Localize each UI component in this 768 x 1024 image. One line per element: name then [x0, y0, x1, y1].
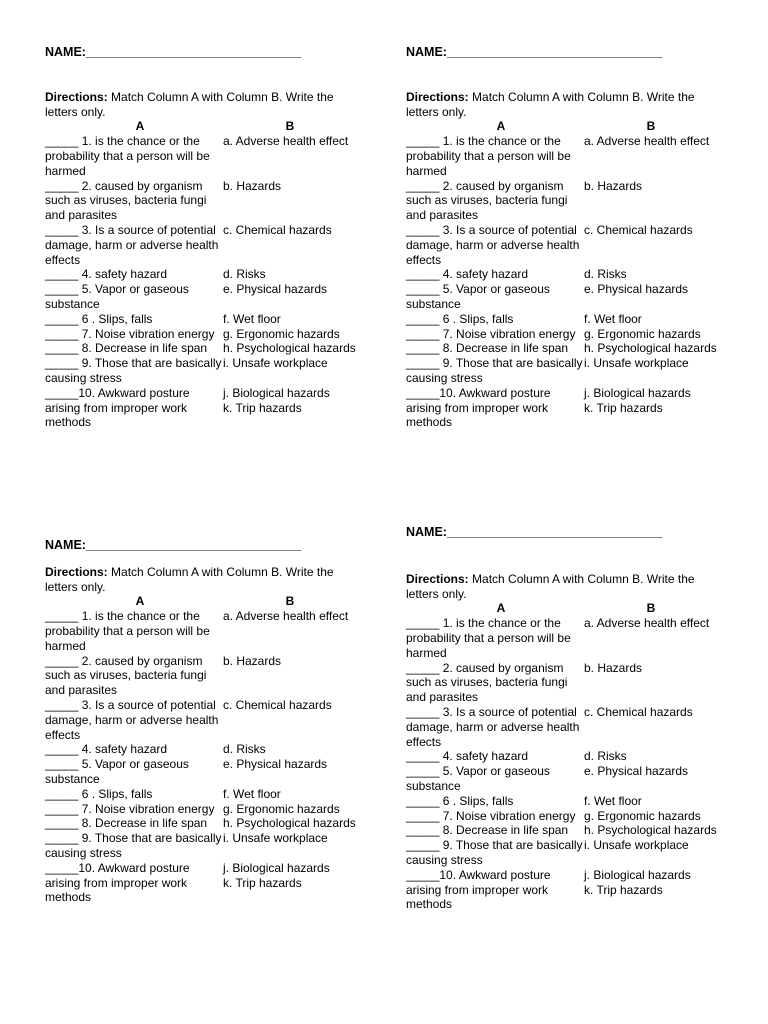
- column-a-header: A: [496, 119, 506, 134]
- matching-row: [45, 816, 365, 831]
- matching-row: [406, 223, 726, 267]
- column-a-header: A: [496, 601, 506, 616]
- column-a-item: _____ 1. is the chance or the probability that a person will be harmed: [45, 134, 210, 178]
- matching-rows: [45, 609, 365, 905]
- column-b-item: d. Risks: [584, 749, 627, 764]
- column-a-item: _____ 3. Is a source of potential damage, harm or adverse health effects: [45, 697, 219, 742]
- column-b-header: B: [646, 119, 656, 134]
- column-a-item: _____ 2. caused by organism such as viruses, bacteria fungi and parasites: [406, 178, 568, 223]
- matching-row: [45, 327, 365, 342]
- column-b-item: d. Risks: [223, 742, 266, 757]
- worksheet-bottom-right: [406, 525, 726, 912]
- directions-label: Directions:: [45, 564, 108, 579]
- matching-row: [45, 609, 365, 653]
- matching-row: [45, 179, 365, 223]
- column-b-item: c. Chemical hazards: [584, 704, 693, 719]
- worksheet-bottom-left: [45, 538, 365, 905]
- column-b-item: c. Chemical hazards: [223, 222, 332, 237]
- directions-label: Directions:: [45, 89, 108, 104]
- column-a-item: _____ 5. Vapor or gaseous substance: [406, 764, 550, 793]
- matching-row: [406, 134, 726, 178]
- column-a-item: _____ 9. Those that are basically causing stress: [406, 356, 583, 385]
- column-b-item: j. Biological hazards k. Trip hazards: [584, 867, 691, 897]
- matching-row: [406, 661, 726, 705]
- column-a-item: _____ 6 . Slips, falls: [45, 786, 153, 801]
- column-b-item: h. Psychological hazards: [223, 816, 356, 831]
- column-a-item: _____ 2. caused by organism such as viruses, bacteria fungi and parasites: [406, 660, 568, 705]
- column-b-item: e. Physical hazards: [584, 282, 689, 297]
- column-b-item: j. Biological hazards k. Trip hazards: [584, 385, 691, 415]
- matching-row: [45, 802, 365, 817]
- column-a-item: _____ 3. Is a source of potential damage, harm or adverse health effects: [45, 222, 219, 267]
- column-a-item: _____ 4. safety hazard: [45, 267, 168, 282]
- worksheet-top-left: [45, 45, 365, 430]
- matching-row: [406, 823, 726, 838]
- column-a-item: _____ 1. is the chance or the probability that a person will be harmed: [45, 609, 210, 653]
- directions-label: Directions:: [406, 89, 469, 104]
- column-a-header: A: [135, 119, 145, 134]
- column-a-item: _____ 8. Decrease in life span: [406, 341, 569, 356]
- matching-row: [45, 787, 365, 802]
- matching-row: [406, 282, 726, 312]
- column-b-item: h. Psychological hazards: [584, 823, 717, 838]
- matching-row: [45, 742, 365, 757]
- column-b-item: i. Unsafe workplace: [584, 356, 689, 371]
- column-a-item: _____ 7. Noise vibration energy: [45, 801, 215, 816]
- column-a-item: _____ 3. Is a source of potential damage, harm or adverse health effects: [406, 222, 580, 267]
- column-b-header: B: [285, 594, 295, 609]
- matching-row: [406, 764, 726, 794]
- matching-row: [406, 327, 726, 342]
- directions-label: Directions:: [406, 571, 469, 586]
- column-b-item: f. Wet floor: [223, 786, 281, 801]
- matching-row: [45, 831, 365, 861]
- column-b-item: a. Adverse health effect: [584, 134, 710, 149]
- directions-text: Match Column A with Column B. Write the letters only.: [45, 89, 334, 119]
- column-b-header: B: [646, 601, 656, 616]
- column-a-item: _____ 5. Vapor or gaseous substance: [45, 282, 189, 311]
- column-a-item: _____ 7. Noise vibration energy: [406, 808, 576, 823]
- column-a-item: _____ 1. is the chance or the probability that a person will be harmed: [406, 134, 571, 178]
- matching-row: [45, 223, 365, 267]
- column-a-item: _____ 2. caused by organism such as viruses, bacteria fungi and parasites: [45, 178, 207, 223]
- column-b-item: e. Physical hazards: [223, 282, 328, 297]
- directions: [45, 565, 365, 595]
- column-a-item: _____ 8. Decrease in life span: [45, 816, 208, 831]
- column-a-item: _____ 9. Those that are basically causing stress: [406, 838, 583, 867]
- matching-rows: [406, 134, 726, 430]
- column-headers: [45, 594, 365, 609]
- name-line: NAME:_______________________________: [406, 525, 663, 539]
- column-a-item: _____ 6 . Slips, falls: [406, 311, 514, 326]
- name-line: NAME:_______________________________: [45, 538, 302, 552]
- column-b-item: f. Wet floor: [584, 311, 642, 326]
- matching-row: [45, 386, 365, 430]
- matching-row: [45, 861, 365, 905]
- column-a-item: _____ 8. Decrease in life span: [406, 823, 569, 838]
- column-b-item: b. Hazards: [223, 653, 282, 668]
- column-b-item: g. Ergonomic hazards: [584, 808, 701, 823]
- matching-row: [45, 267, 365, 282]
- column-b-item: f. Wet floor: [223, 311, 281, 326]
- column-a-item: _____ 9. Those that are basically causing stress: [45, 356, 222, 385]
- directions: [406, 572, 726, 602]
- column-a-item: _____ 2. caused by organism such as viruses, bacteria fungi and parasites: [45, 653, 207, 698]
- matching-row: [45, 341, 365, 356]
- column-headers: [406, 601, 726, 616]
- column-b-item: i. Unsafe workplace: [584, 838, 689, 853]
- matching-row: [45, 134, 365, 178]
- directions-text: Match Column A with Column B. Write the letters only.: [406, 571, 695, 601]
- matching-row: [45, 757, 365, 787]
- column-b-item: j. Biological hazards k. Trip hazards: [223, 385, 330, 415]
- matching-row: [45, 698, 365, 742]
- matching-row: [45, 654, 365, 698]
- column-b-item: a. Adverse health effect: [223, 609, 349, 624]
- directions-text: Match Column A with Column B. Write the letters only.: [45, 564, 334, 594]
- column-a-item: _____ 1. is the chance or the probability that a person will be harmed: [406, 616, 571, 660]
- column-b-item: a. Adverse health effect: [223, 134, 349, 149]
- column-headers: [45, 119, 365, 134]
- column-b-item: d. Risks: [223, 267, 266, 282]
- directions: [45, 90, 365, 120]
- column-b-item: i. Unsafe workplace: [223, 831, 328, 846]
- column-a-item: _____ 7. Noise vibration energy: [45, 326, 215, 341]
- column-a-item: _____ 5. Vapor or gaseous substance: [406, 282, 550, 311]
- column-b-item: a. Adverse health effect: [584, 616, 710, 631]
- matching-rows: [406, 616, 726, 912]
- column-a-item: _____ 7. Noise vibration energy: [406, 326, 576, 341]
- matching-row: [45, 356, 365, 386]
- column-b-item: c. Chemical hazards: [223, 697, 332, 712]
- matching-row: [406, 705, 726, 749]
- column-b-item: h. Psychological hazards: [223, 341, 356, 356]
- name-line: NAME:_______________________________: [45, 45, 302, 59]
- matching-row: [406, 386, 726, 430]
- column-b-item: e. Physical hazards: [584, 764, 689, 779]
- column-a-item: _____10. Awkward posture arising from improper work methods: [45, 385, 190, 430]
- matching-row: [406, 868, 726, 912]
- matching-row: [406, 179, 726, 223]
- column-b-item: h. Psychological hazards: [584, 341, 717, 356]
- column-b-item: b. Hazards: [584, 660, 643, 675]
- column-b-item: g. Ergonomic hazards: [223, 801, 340, 816]
- column-a-item: _____ 6 . Slips, falls: [45, 311, 153, 326]
- column-a-item: _____ 5. Vapor or gaseous substance: [45, 757, 189, 786]
- column-headers: [406, 119, 726, 134]
- matching-row: [406, 749, 726, 764]
- column-b-item: j. Biological hazards k. Trip hazards: [223, 860, 330, 890]
- column-b-item: i. Unsafe workplace: [223, 356, 328, 371]
- directions-text: Match Column A with Column B. Write the letters only.: [406, 89, 695, 119]
- matching-row: [406, 809, 726, 824]
- column-b-header: B: [285, 119, 295, 134]
- column-a-item: _____ 3. Is a source of potential damage, harm or adverse health effects: [406, 704, 580, 749]
- matching-row: [45, 312, 365, 327]
- column-a-item: _____ 8. Decrease in life span: [45, 341, 208, 356]
- column-b-item: d. Risks: [584, 267, 627, 282]
- matching-row: [45, 282, 365, 312]
- column-a-item: _____ 4. safety hazard: [406, 267, 529, 282]
- name-line: NAME:_______________________________: [406, 45, 663, 59]
- worksheet-top-right: [406, 45, 726, 430]
- matching-row: [406, 341, 726, 356]
- matching-rows: [45, 134, 365, 430]
- matching-row: [406, 267, 726, 282]
- column-b-item: c. Chemical hazards: [584, 222, 693, 237]
- directions: [406, 90, 726, 120]
- matching-row: [406, 838, 726, 868]
- column-a-header: A: [135, 594, 145, 609]
- matching-row: [406, 356, 726, 386]
- column-a-item: _____ 9. Those that are basically causing stress: [45, 831, 222, 860]
- column-b-item: g. Ergonomic hazards: [223, 326, 340, 341]
- matching-row: [406, 794, 726, 809]
- column-b-item: b. Hazards: [223, 178, 282, 193]
- column-a-item: _____ 4. safety hazard: [406, 749, 529, 764]
- column-b-item: b. Hazards: [584, 178, 643, 193]
- matching-row: [406, 312, 726, 327]
- column-b-item: g. Ergonomic hazards: [584, 326, 701, 341]
- column-a-item: _____10. Awkward posture arising from improper work methods: [406, 385, 551, 430]
- column-a-item: _____ 6 . Slips, falls: [406, 793, 514, 808]
- column-b-item: e. Physical hazards: [223, 757, 328, 772]
- column-b-item: f. Wet floor: [584, 793, 642, 808]
- column-a-item: _____10. Awkward posture arising from improper work methods: [406, 867, 551, 912]
- column-a-item: _____ 4. safety hazard: [45, 742, 168, 757]
- column-a-item: _____10. Awkward posture arising from improper work methods: [45, 860, 190, 905]
- matching-row: [406, 616, 726, 660]
